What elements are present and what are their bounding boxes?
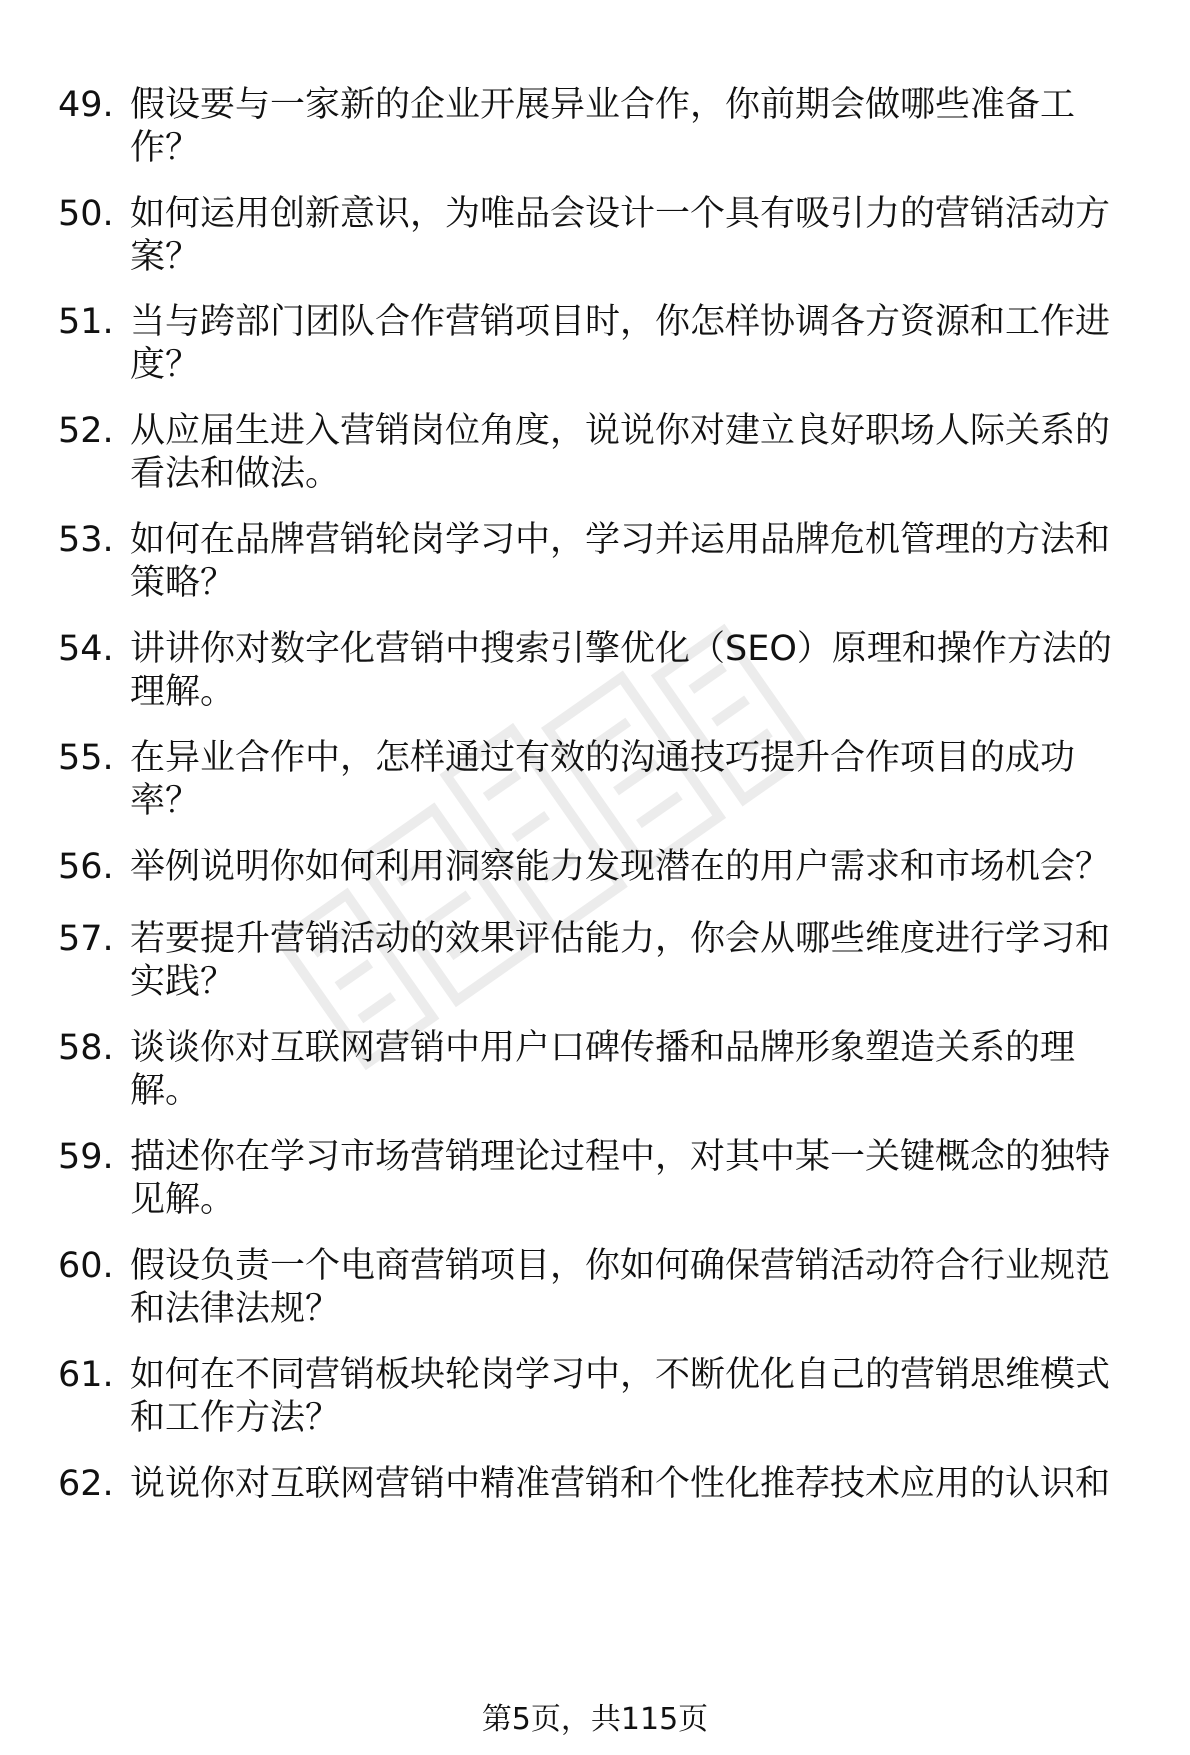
question-number: 50. [58,194,114,234]
question-text: 如何在不同营销板块轮岗学习中，不断优化自己的营销思维模式和工作方法？ [130,1355,1111,1438]
question-number: 59. [58,1137,114,1177]
question-number: 54. [58,629,114,669]
question-number: 62. [58,1464,114,1504]
question-number: 58. [58,1028,114,1068]
page-number-label: 第5页，共115页 [481,1702,709,1737]
question-text: 若要提升营销活动的效果评估能力，你会从哪些维度进行学习和实践？ [130,919,1111,1002]
question-text: 讲讲你对数字化营销中搜索引擎优化（SEO）原理和操作方法的理解。 [130,629,1112,712]
question-text: 在异业合作中，怎样通过有效的沟通技巧提升合作项目的成功率？ [130,738,1076,821]
question-number: 51. [58,302,114,342]
question-number: 55. [58,738,114,778]
question-number: 61. [58,1355,114,1395]
question-text: 如何在品牌营销轮岗学习中，学习并运用品牌危机管理的方法和策略？ [130,520,1111,603]
question-text: 当与跨部门团队合作营销项目时，你怎样协调各方资源和工作进度？ [130,302,1111,385]
page-footer [0,1700,1190,1740]
question-number: 49. [58,85,114,125]
question-text: 举例说明你如何利用洞察能力发现潜在的用户需求和市场机会？ [130,847,1111,887]
question-text: 假设要与一家新的企业开展异业合作，你前期会做哪些准备工作？ [130,85,1076,168]
question-text: 从应届生进入营销岗位角度，说说你对建立良好职场人际关系的看法和做法。 [130,411,1111,494]
question-text: 如何运用创新意识，为唯品会设计一个具有吸引力的营销活动方案？ [130,194,1111,277]
question-number: 57. [58,919,114,959]
question-number: 56. [58,847,114,887]
question-number: 60. [58,1246,114,1286]
question-text: 描述你在学习市场营销理论过程中，对其中某一关键概念的独特见解。 [130,1137,1111,1220]
question-number: 52. [58,411,114,451]
question-text: 假设负责一个电商营销项目，你如何确保营销活动符合行业规范和法律法规？ [130,1246,1111,1329]
question-number: 53. [58,520,114,560]
question-text: 谈谈你对互联网营销中用户口碑传播和品牌形象塑造关系的理解。 [130,1028,1076,1111]
question-text: 说说你对互联网营销中精准营销和个性化推荐技术应用的认识和 [130,1464,1111,1504]
